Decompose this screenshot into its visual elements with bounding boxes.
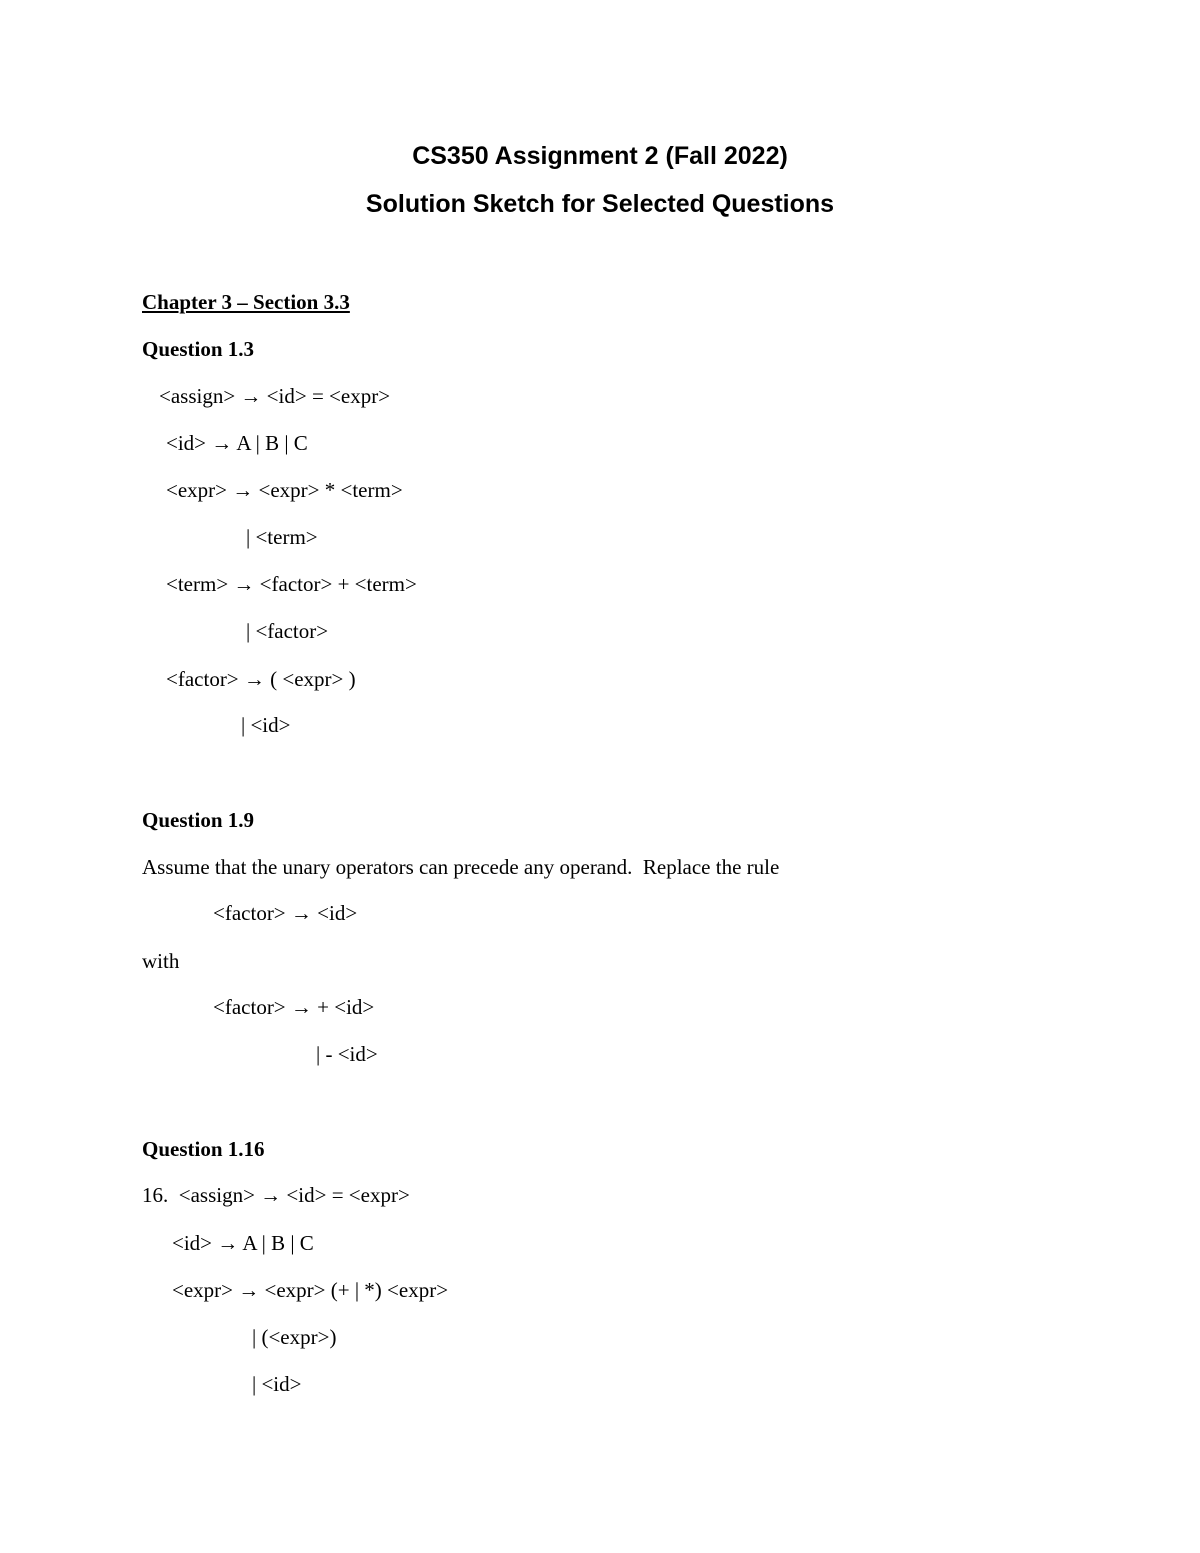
grammar-line: | <factor> [246, 619, 329, 643]
grammar-line: <factor> → + <id> [213, 995, 375, 1019]
question-1-16-heading: Question 1.16 [142, 1137, 265, 1161]
grammar-line: <term> → <factor> + <term> [166, 572, 417, 596]
with-text: with [142, 949, 180, 973]
document-title: CS350 Assignment 2 (Fall 2022) [412, 142, 788, 170]
grammar-line: | (<expr>) [252, 1325, 337, 1349]
grammar-line: <id> → A | B | C [166, 431, 308, 455]
document-subtitle: Solution Sketch for Selected Questions [365, 190, 835, 218]
question-1-9-heading: Question 1.9 [142, 808, 255, 832]
grammar-line: | <id> [252, 1372, 302, 1396]
grammar-line: | <id> [241, 713, 291, 737]
grammar-line: 16. <assign> → <id> = <expr> [142, 1183, 410, 1207]
section-heading: Chapter 3 – Section 3.3 [142, 290, 350, 314]
grammar-line: <assign> → <id> = <expr> [159, 384, 391, 408]
grammar-line: <id> → A | B | C [172, 1231, 314, 1255]
question-1-3-heading: Question 1.3 [142, 337, 255, 361]
grammar-line: | - <id> [316, 1042, 378, 1066]
grammar-line: <expr> → <expr> (+ | *) <expr> [172, 1278, 449, 1302]
grammar-line: <factor> → ( <expr> ) [166, 667, 356, 691]
grammar-line: <expr> → <expr> * <term> [166, 478, 403, 502]
question-1-9-intro: Assume that the unary operators can precede any operand. Replace the rule [142, 855, 780, 879]
grammar-line: <factor> → <id> [213, 901, 358, 925]
grammar-line: | <term> [246, 525, 318, 549]
